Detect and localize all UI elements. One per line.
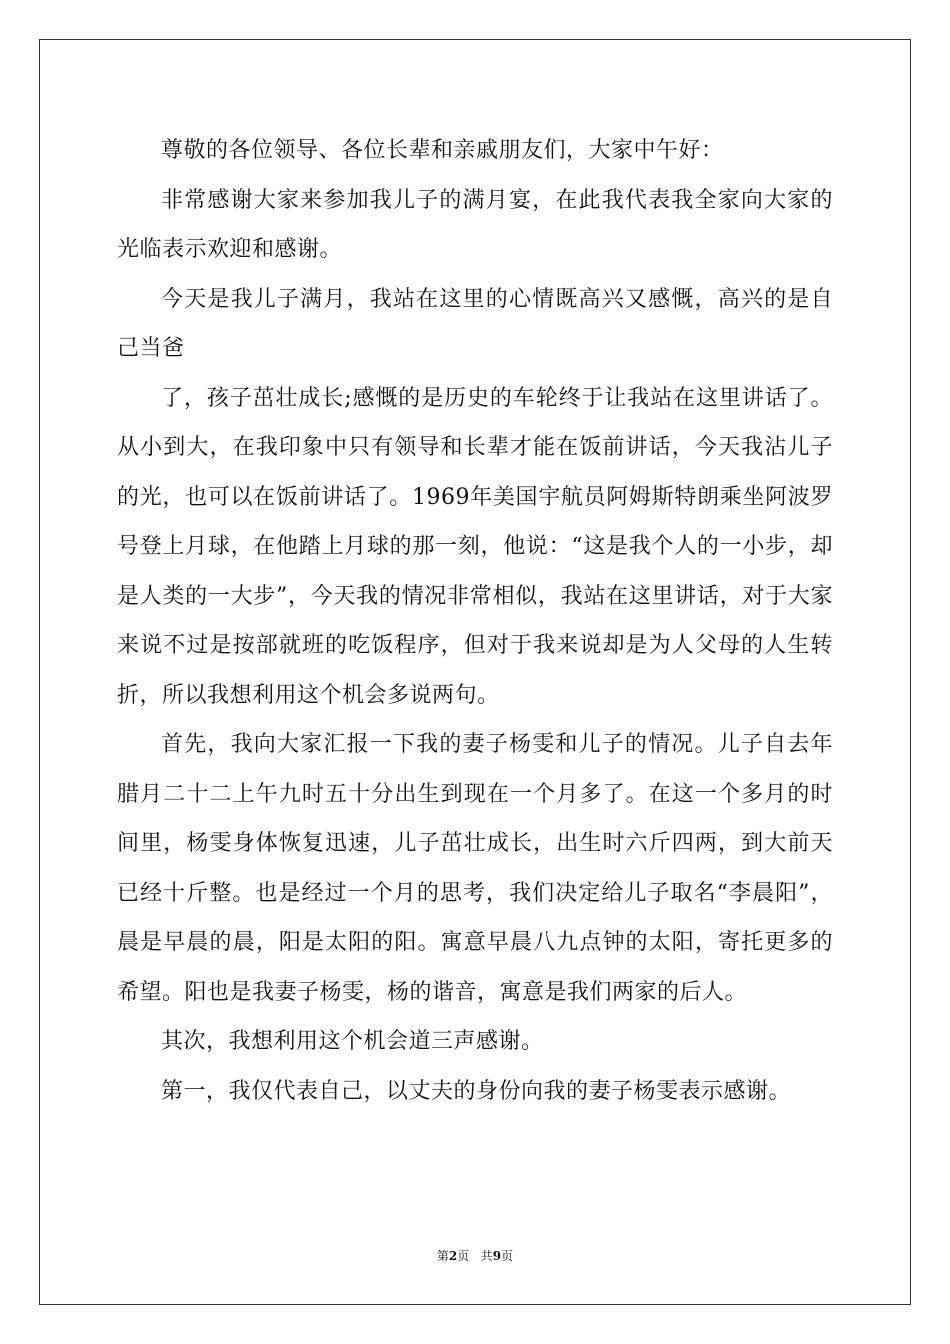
page-number: 2 [448, 1249, 458, 1263]
paragraph-history: 了，孩子茁壮成长;感慨的是历史的车轮终于让我站在这里讲话了。从小到大，在我印象中只有领导和长辈才能在饭前讲话，今天我沾儿子的光，也可以在饭前讲话了。1969年美国宇航员阿姆斯特朗乘坐阿波罗号登上月球，在他踏上月球的那一刻，他说：“这是我个人的一小步，却是人类的一大步”，今天我的情况非常相似，我站在这里讲话，对于大家来说不过是按部就班的吃饭程序，但对于我来说却是为人父母的人生转折，所以我想利用这个机会多说两句。 [117, 385, 833, 708]
page-prefix: 第 [436, 1249, 449, 1263]
paragraph-third: 第一，我仅代表自己，以丈夫的身份向我的妻子杨雯表示感谢。 [161, 1078, 792, 1104]
document-body [117, 126, 833, 1116]
total-prefix: 共 [480, 1249, 493, 1263]
paragraph-first: 首先，我向大家汇报一下我的妻子杨雯和儿子的情况。儿子自去年腊月二十二上午九时五十分出生到现在一个月多了。在这一个多月的时间里，杨雯身体恢复迅速，儿子茁壮成长，出生时六斤四两，到大前天已经十斤整。也是经过一个月的思考，我们决定给儿子取名“李晨阳”，晨是早晨的晨，阳是太阳的阳。寓意早晨八九点钟的太阳，寄托更多的希望。阳也是我妻子杨雯，杨的谐音，寓意是我们两家的后人。 [117, 732, 833, 1005]
total-suffix: 页 [501, 1249, 514, 1263]
paragraph-second: 其次，我想利用这个机会道三声感谢。 [161, 1029, 544, 1054]
paragraph-greeting: 尊敬的各位领导、各位长辈和亲戚朋友们，大家中午好： [161, 138, 724, 163]
page-footer [0, 1247, 950, 1264]
page-suffix: 页 [457, 1249, 470, 1263]
total-pages: 9 [492, 1249, 502, 1263]
paragraph-today: 今天是我儿子满月，我站在这里的心情既高兴又感慨，高兴的是自己当爸 [117, 286, 833, 361]
paragraph-thanks: 非常感谢大家来参加我儿子的满月宴，在此我代表我全家向大家的光临表示欢迎和感谢。 [117, 187, 833, 262]
